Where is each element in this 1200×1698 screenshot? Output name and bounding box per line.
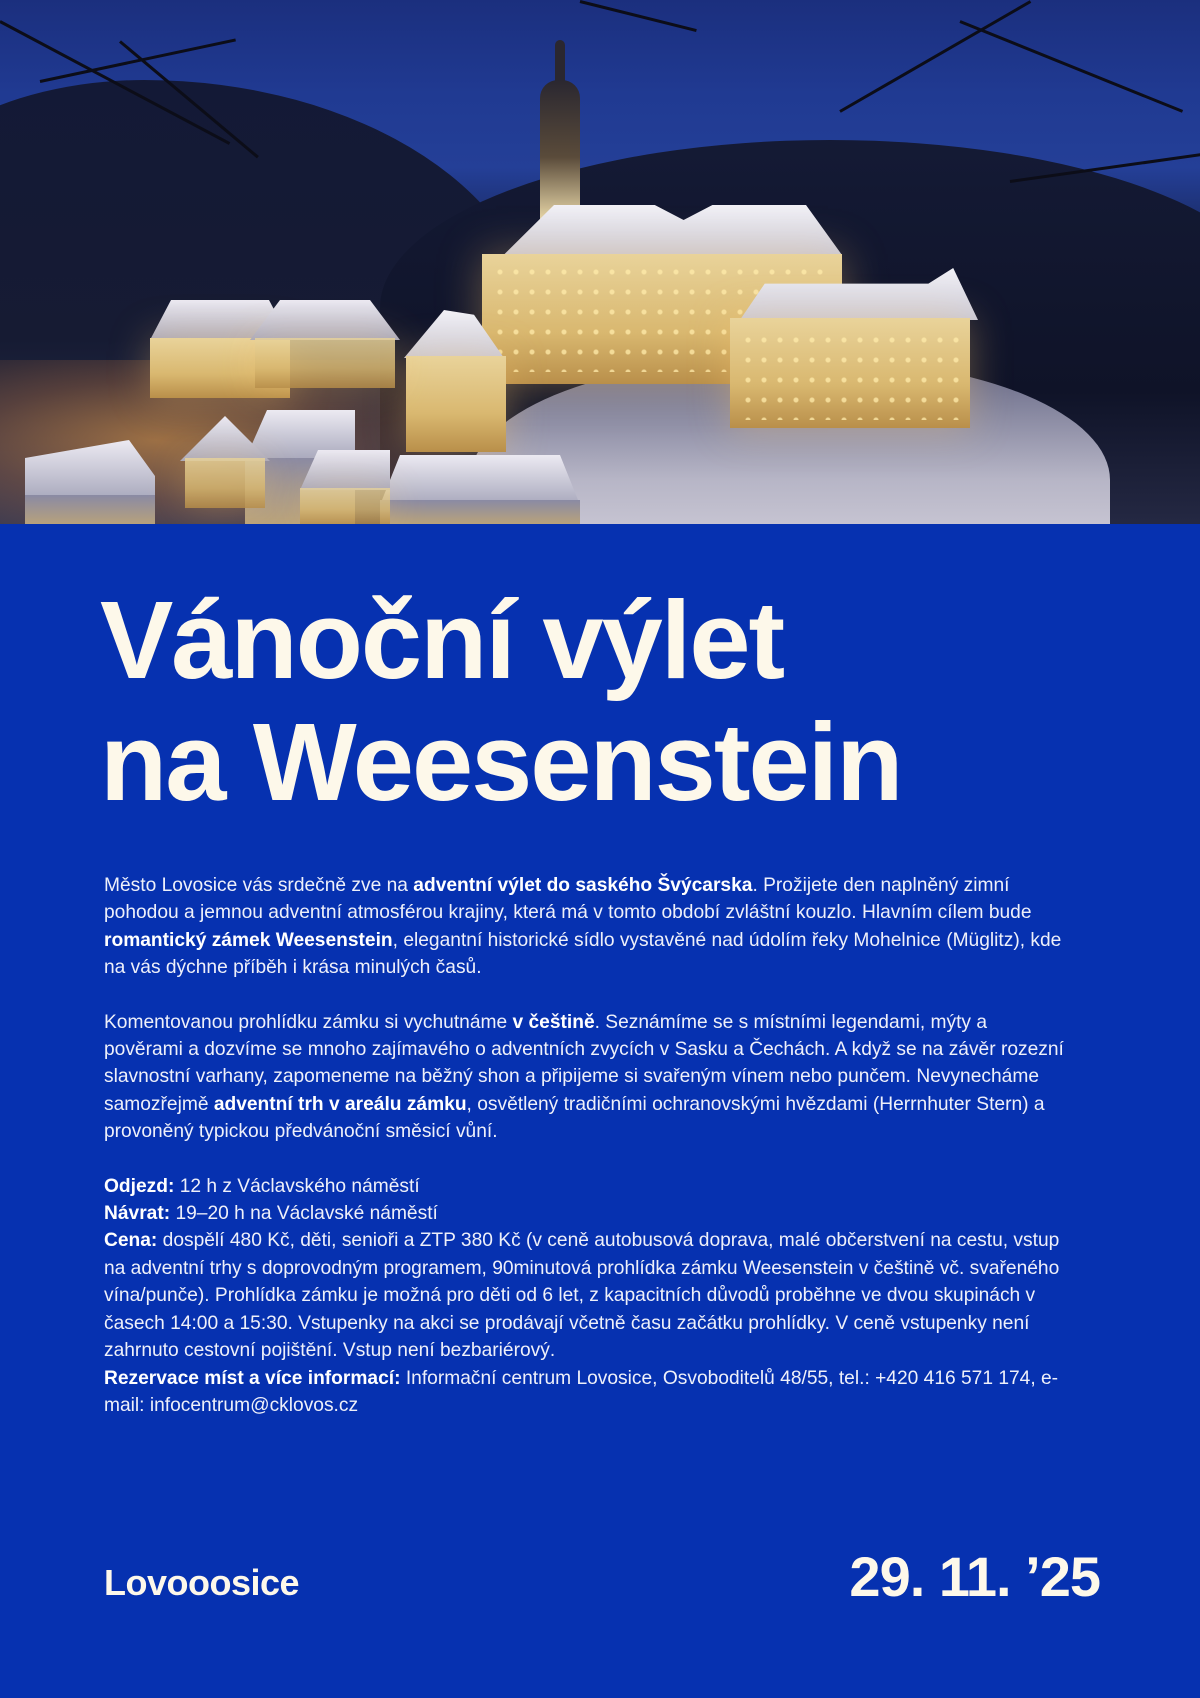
- castle-left-wing: [406, 356, 506, 452]
- house: [380, 500, 580, 524]
- price-line: [104, 1227, 1064, 1364]
- highlight-trip: adventní výlet do saského Švýcarska: [413, 875, 753, 896]
- page-title: [100, 580, 1140, 824]
- castle-right-windows: [740, 330, 960, 420]
- highlight-castle: romantický zámek Weesenstein: [104, 929, 393, 951]
- return-line: [104, 1200, 1064, 1227]
- contact-label: Rezervace míst a více informací:: [104, 1367, 401, 1389]
- price-value: dospělí 480 Kč, děti, senioři a ZTP 380 Kč (v ceně autobusová doprava, malé občerstvení na cestu, vstup na adventní trhy s doprovodným programem, 90minutová prohlídka zámku Weesenstein v češtině vč. svařeného vína/punče). Prohlídka zámku je možná pro děti od 6 let, z kapacitních důvodů proběhne ve dvou skupinách v časech 14:00 a 15:30. Vstupenky na akci se prodávají včetně času začátku prohlídky. V ceně vstupenky není zahrnuto cestovní pojištění. Vstup není bezbariérový.: [104, 1230, 1060, 1362]
- castle-tower: [540, 80, 580, 220]
- tree-branch: [839, 0, 1031, 113]
- tree-branch: [959, 20, 1183, 113]
- tree-branch: [40, 38, 236, 83]
- return-value: 19–20 h na Václavské náměstí: [170, 1203, 438, 1225]
- house: [300, 488, 390, 524]
- price-label: Cena:: [104, 1230, 158, 1252]
- house: [185, 458, 265, 508]
- contact-value: Informační centrum Lovosice, Osvoboditelů 48/55, tel.: +420 416 571 174, e-mail: infocentrum@cklovos.cz: [104, 1367, 1059, 1416]
- house: [25, 495, 155, 524]
- departure-line: [104, 1173, 1064, 1200]
- house: [255, 338, 395, 388]
- highlight-czech: v češtině: [512, 1011, 595, 1033]
- intro-paragraph: Město Lovosice vás srdečně zve na adventní výlet do saského Švýcarska. Prožijete den naplněný zimní pohodou a jemnou adventní atmosférou krajiny, která má v tomto období zvláštní kouzlo. Hlavním cílem bude romantický zámek Weesenstein, elegantní historické sídlo vystavěné nad údolím řeky Mohelnice (Müglitz), kde na vás dýchne příběh i krása minulých časů.: [104, 875, 1062, 979]
- departure-label: Odjezd:: [104, 1175, 175, 1197]
- title-line-2: na Weesenstein: [100, 701, 902, 824]
- event-date: 29. 11. ’25: [849, 1545, 1100, 1608]
- brand-logo: Lovooosice: [104, 1562, 300, 1603]
- contact-info: [104, 1365, 1064, 1420]
- house-roof: [380, 455, 580, 505]
- return-label: Návrat:: [104, 1203, 171, 1225]
- departure-value: 12 h z Václavského náměstí: [174, 1175, 420, 1197]
- trip-facts: [104, 1173, 1064, 1365]
- body-text: [104, 872, 1064, 1446]
- tour-paragraph: Komentovanou prohlídku zámku si vychutnáme v češtině. Seznámíme se s místními legendami, mýty a pověrami a dozvíme se mnoho zajímavého o adventních zvycích v Sasku a Čechách. A když se na závěr rozezní slavnostní varhany, zapomeneme na běžný shon a připijeme si svařeným vínem nebo punčem. Nevynecháme samozřejmě adventní trh v areálu zámku, osvětlený tradičními ochranovskými hvězdami (Herrnhuter Stern) a provoněný typickou předvánoční směsicí vůní.: [104, 1011, 1064, 1143]
- tree-branch: [580, 0, 697, 32]
- highlight-market: adventní trh v areálu zámku: [213, 1093, 467, 1115]
- title-line-1: Vánoční výlet: [100, 579, 784, 702]
- hero-photo: [0, 0, 1200, 524]
